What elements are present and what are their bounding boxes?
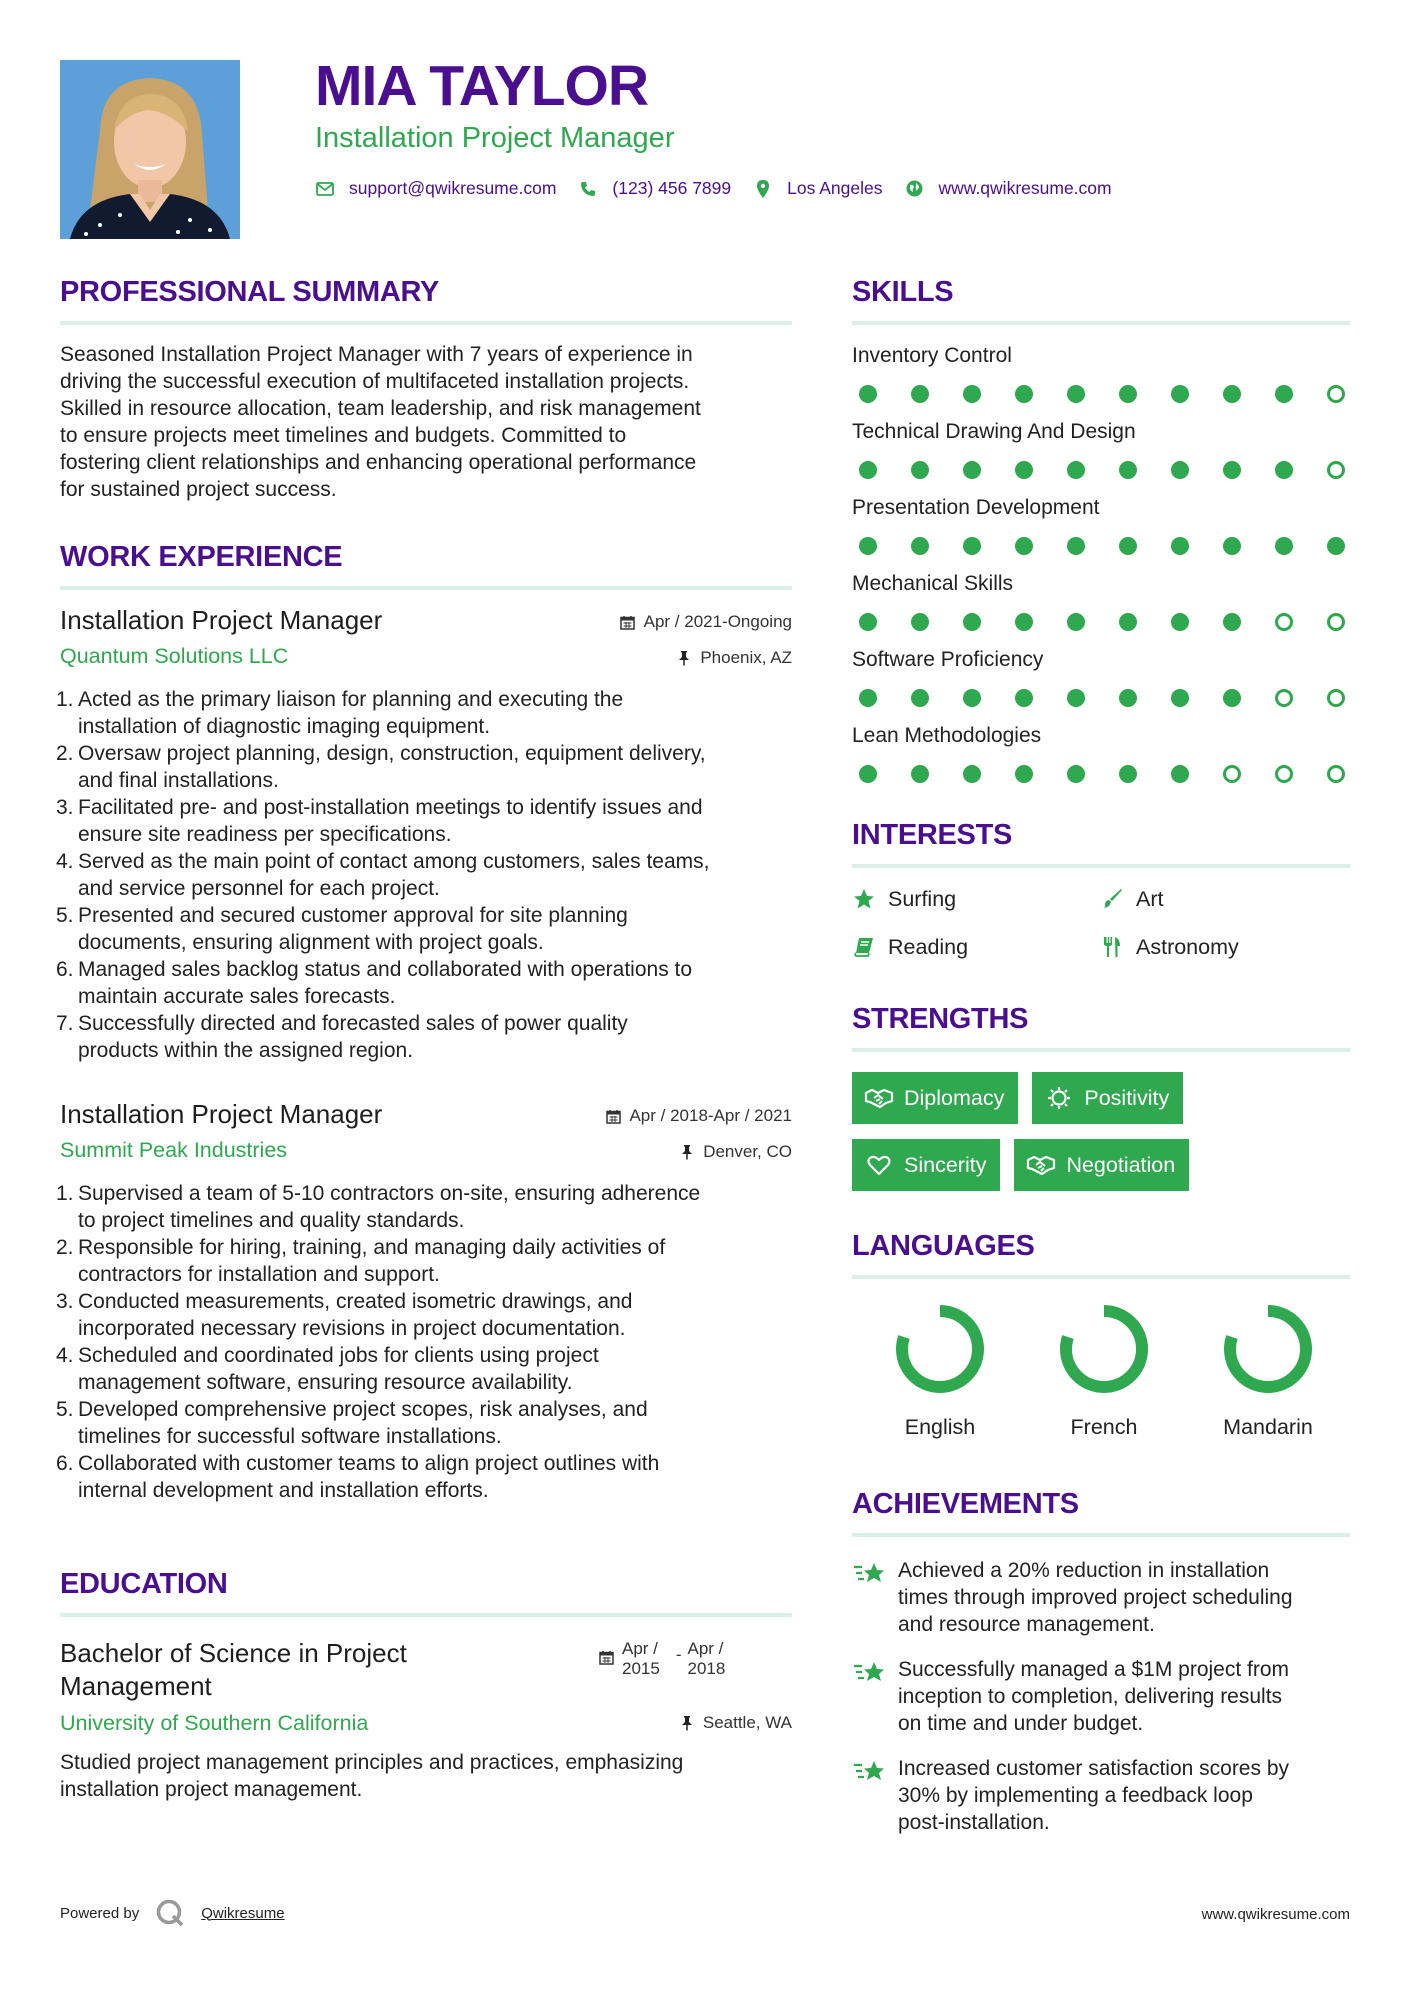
job-entry (56, 605, 792, 1064)
strengths-list (852, 1072, 1350, 1206)
language-level-ring (1058, 1303, 1150, 1395)
summary-text (60, 341, 792, 503)
rating-dot-filled (1275, 461, 1293, 479)
rating-dot-filled (911, 613, 929, 631)
language-name: Mandarin (1223, 1415, 1313, 1439)
profile-photo (60, 60, 240, 239)
skill-item (852, 497, 1350, 555)
list-item: 2. Oversaw project planning, design, construction, equipment delivery, and final installations. (56, 742, 706, 792)
skill-item (852, 649, 1350, 707)
rating-dot-filled (963, 765, 981, 783)
rating-dot-filled (1119, 689, 1137, 707)
rating-dot-filled (1067, 461, 1085, 479)
rating-dot-filled (1067, 765, 1085, 783)
interest-item (852, 886, 1100, 912)
interests-heading: INTERESTS (852, 819, 1013, 851)
language-item (1186, 1303, 1350, 1440)
interests-section (852, 821, 1350, 960)
book-icon (852, 935, 876, 959)
interests-list (852, 886, 1350, 960)
achievements-heading: ACHIEVEMENTS (852, 1488, 1079, 1520)
list-item: 2. Responsible for hiring, training, and managing daily activities of contractors for installation and support. (56, 1236, 666, 1286)
degree-title: Bachelor of Science in Project Management (60, 1638, 407, 1701)
star-badge-icon (852, 1656, 888, 1692)
rating-dot-empty (1327, 613, 1345, 631)
rating-dot-empty (1275, 689, 1293, 707)
rating-dot-empty (1275, 765, 1293, 783)
rating-dot-filled (1223, 613, 1241, 631)
rating-dot-filled (1327, 537, 1345, 555)
language-level-arc (902, 1311, 978, 1387)
list-item: 6. Managed sales backlog status and collaborated with operations to maintain accurate sales forecasts. (56, 958, 693, 1008)
rating-dot-filled (1171, 765, 1189, 783)
job-location-text: Phoenix, AZ (700, 648, 792, 667)
summary-line: for sustained project success. (60, 478, 337, 501)
summary-line: to ensure projects meet timelines and budgets. Committed to (60, 424, 627, 447)
education-heading: EDUCATION (60, 1568, 228, 1600)
section-divider (852, 1048, 1350, 1052)
rating-dot-filled (1223, 461, 1241, 479)
list-item: 1. Acted as the primary liaison for planning and executing the installation of diagnostic imaging equipment. (56, 688, 624, 738)
achievements-section (852, 1490, 1350, 1854)
rating-dot-empty (1327, 461, 1345, 479)
list-item: 1. Supervised a team of 5-10 contractors on-site, ensuring adherence to project timelines and quality standards. (56, 1182, 701, 1232)
rating-dot-filled (1015, 461, 1033, 479)
rating-dot-filled (1171, 461, 1189, 479)
rating-dot-filled (1171, 537, 1189, 555)
job-role: Installation Project Manager (60, 1099, 383, 1129)
section-divider (60, 321, 792, 325)
achievement-item: Achieved a 20% reduction in installation times through improved project scheduling and resource management. (852, 1557, 1350, 1638)
strength-label: Negotiation (1066, 1152, 1176, 1177)
interest-label: Art (1136, 886, 1164, 911)
rating-dot-filled (963, 537, 981, 555)
rating-dot-filled (1119, 385, 1137, 403)
list-item: 3. Facilitated pre- and post-installation meetings to identify issues and ensure site readiness per specifications. (56, 796, 703, 846)
email-text: support@qwikresume.com (349, 178, 557, 198)
education-location (679, 1713, 792, 1733)
rating-dot-filled (911, 765, 929, 783)
rating-dot-filled (911, 385, 929, 403)
handshake-icon (1026, 1152, 1056, 1178)
section-divider (852, 1533, 1350, 1537)
rating-dot-filled (1119, 461, 1137, 479)
job-date-text: Apr / 2018-Apr / 2021 (629, 1106, 792, 1125)
language-name: English (904, 1415, 976, 1439)
strength-label: Positivity (1084, 1085, 1170, 1110)
skill-name: Presentation Development (852, 496, 1100, 519)
phone-icon (578, 179, 598, 199)
rating-dot-filled (963, 385, 981, 403)
job-bullets (56, 686, 792, 1064)
rating-dot-filled (1171, 385, 1189, 403)
achievement-item: Successfully managed a $1M project from inception to completion, delivering results on time and under budget. (852, 1656, 1350, 1737)
strengths-heading: STRENGTHS (852, 1003, 1029, 1035)
job-location (676, 648, 792, 668)
skill-item (852, 345, 1350, 403)
job-date (620, 612, 792, 632)
job-company: Quantum Solutions LLC (60, 644, 289, 668)
rating-dot-filled (859, 385, 877, 403)
date-separator: - (675, 1645, 682, 1664)
globe-icon (905, 179, 925, 199)
skill-rating (852, 461, 1352, 479)
strengths-section (852, 1005, 1350, 1206)
rating-dot-filled (1067, 537, 1085, 555)
rating-dot-filled (859, 765, 877, 783)
skills-heading: SKILLS (852, 276, 954, 308)
rating-dot-filled (911, 689, 929, 707)
brand-link[interactable]: Qwikresume (201, 1904, 285, 1922)
phone-text: (123) 456 7899 (612, 178, 732, 198)
powered-by-text: Powered by (60, 1904, 140, 1922)
strength-label: Sincerity (904, 1152, 987, 1177)
summary-line: Seasoned Installation Project Manager with 7 years of experience in (60, 343, 693, 366)
education-location-text: Seattle, WA (702, 1713, 792, 1732)
strength-badge (1014, 1139, 1189, 1191)
skill-rating (852, 537, 1352, 555)
section-divider (852, 1275, 1350, 1279)
summary-line: driving the successful execution of multifaceted installation projects. (60, 370, 690, 393)
candidate-title: Installation Project Manager (315, 122, 675, 154)
skills-list (852, 345, 1350, 783)
rating-dot-filled (1015, 765, 1033, 783)
language-item (858, 1303, 1022, 1440)
achievement-item: Increased customer satisfaction scores by 30% by implementing a feedback loop post-installation. (852, 1755, 1350, 1836)
rating-dot-filled (911, 537, 929, 555)
heart-icon (864, 1152, 894, 1178)
rating-dot-filled (1015, 689, 1033, 707)
section-divider (852, 321, 1350, 325)
languages-heading: LANGUAGES (852, 1230, 1035, 1262)
rating-dot-filled (859, 537, 877, 555)
skill-item (852, 573, 1350, 631)
language-level-ring (894, 1303, 986, 1395)
footer-powered-by (60, 1898, 285, 1928)
rating-dot-filled (1171, 613, 1189, 631)
achievements-list (852, 1557, 1350, 1836)
envelope-icon (315, 179, 335, 199)
education-description: Studied project management principles and practices, emphasizing installation project management. (60, 1751, 684, 1801)
skill-name: Lean Methodologies (852, 724, 1042, 747)
summary-heading: PROFESSIONAL SUMMARY (60, 276, 440, 308)
contact-website[interactable] (905, 178, 1112, 199)
experience-heading: WORK EXPERIENCE (60, 541, 343, 573)
language-level-ring (1222, 1303, 1314, 1395)
pushpin-icon (679, 1715, 695, 1731)
section-divider (60, 1613, 792, 1617)
calendar-icon (620, 614, 636, 630)
summary-line: fostering client relationships and enhancing operational performance (60, 451, 697, 474)
job-location-text: Denver, CO (703, 1142, 792, 1161)
rating-dot-filled (1067, 385, 1085, 403)
rating-dot-filled (859, 461, 877, 479)
education-start-date: Apr / 2015 (622, 1639, 660, 1678)
rating-dot-filled (859, 613, 877, 631)
education-section (60, 1570, 792, 1803)
interest-item (852, 934, 1100, 960)
skill-name: Mechanical Skills (852, 572, 1014, 595)
qwikresume-logo-icon (155, 1898, 185, 1928)
job-location (679, 1142, 792, 1162)
education-end-date: Apr / 2018 (687, 1639, 726, 1678)
skill-rating (852, 385, 1352, 403)
job-bullets (56, 1180, 792, 1504)
contact-phone[interactable] (578, 178, 731, 199)
website-text: www.qwikresume.com (938, 178, 1112, 198)
experience-section (60, 543, 792, 590)
star-icon (852, 887, 876, 911)
interest-label: Astronomy (1136, 934, 1239, 959)
contact-bar (315, 178, 1134, 199)
rating-dot-empty (1327, 385, 1345, 403)
skill-name: Software Proficiency (852, 648, 1044, 671)
job-date-text: Apr / 2021-Ongoing (643, 612, 792, 631)
rating-dot-filled (1223, 689, 1241, 707)
skill-name: Inventory Control (852, 344, 1012, 367)
star-badge-icon (852, 1557, 888, 1593)
list-item: 6. Collaborated with customer teams to align project outlines with internal development and installation efforts. (56, 1452, 660, 1502)
job-company: Summit Peak Industries (60, 1138, 288, 1162)
strength-badge (852, 1072, 1018, 1124)
rating-dot-filled (1067, 689, 1085, 707)
language-level-arc (1066, 1311, 1142, 1387)
skill-item (852, 421, 1350, 479)
rating-dot-filled (1275, 537, 1293, 555)
rating-dot-filled (1119, 765, 1137, 783)
rating-dot-filled (963, 461, 981, 479)
language-level-arc (1230, 1311, 1306, 1387)
summary-section (60, 278, 792, 503)
location-text: Los Angeles (787, 178, 883, 198)
candidate-name: MIA TAYLOR (315, 54, 649, 118)
list-item: 5. Presented and secured customer approval for site planning documents, ensuring alignment with project goals. (56, 904, 628, 954)
job-entry (56, 1099, 792, 1504)
paintbrush-icon (1100, 887, 1124, 911)
languages-section (852, 1232, 1350, 1440)
pushpin-icon (679, 1144, 695, 1160)
rating-dot-filled (963, 689, 981, 707)
language-name: French (1070, 1415, 1138, 1439)
skill-rating (852, 765, 1352, 783)
pushpin-icon (676, 650, 692, 666)
calendar-icon (598, 1649, 614, 1665)
list-item: 5. Developed comprehensive project scopes, risk analyses, and timelines for successful software installations. (56, 1398, 648, 1448)
rating-dot-filled (1119, 537, 1137, 555)
skill-item (852, 725, 1350, 783)
interest-label: Reading (888, 934, 969, 959)
rating-dot-filled (1223, 385, 1241, 403)
map-pin-icon (753, 179, 773, 199)
skill-name: Technical Drawing And Design (852, 420, 1136, 443)
rating-dot-filled (1223, 537, 1241, 555)
job-date (605, 1106, 792, 1126)
handshake-icon (864, 1085, 894, 1111)
contact-email[interactable] (315, 178, 556, 199)
section-divider (60, 586, 792, 590)
rating-dot-filled (1015, 613, 1033, 631)
job-role: Installation Project Manager (60, 605, 383, 635)
rating-dot-filled (1067, 613, 1085, 631)
section-divider (852, 864, 1350, 868)
rating-dot-filled (1171, 689, 1189, 707)
interest-label: Surfing (888, 886, 957, 911)
rating-dot-empty (1275, 613, 1293, 631)
rating-dot-filled (1275, 385, 1293, 403)
skills-section (852, 278, 1350, 801)
summary-line: Skilled in resource allocation, team leadership, and risk management (60, 397, 701, 420)
rating-dot-filled (911, 461, 929, 479)
utensils-icon (1100, 935, 1124, 959)
education-dates (598, 1639, 725, 1679)
rating-dot-filled (859, 689, 877, 707)
strength-badge (852, 1139, 1000, 1191)
list-item: 4. Scheduled and coordinated jobs for clients using project management software, ensuring resource availability. (56, 1344, 599, 1394)
list-item: 3. Conducted measurements, created isometric drawings, and incorporated necessary revisions in project documentation. (56, 1290, 633, 1340)
skill-rating (852, 613, 1352, 631)
footer-site-link[interactable]: www.qwikresume.com (1201, 1906, 1350, 1923)
interest-item (1100, 934, 1348, 960)
contact-location (753, 178, 882, 199)
list-item: 4. Served as the main point of contact among customers, sales teams, and service personnel for each project. (56, 850, 710, 900)
rating-dot-filled (1119, 613, 1137, 631)
strength-label: Diplomacy (904, 1085, 1005, 1110)
rating-dot-filled (963, 613, 981, 631)
rating-dot-filled (1015, 537, 1033, 555)
calendar-icon (605, 1108, 621, 1124)
rating-dot-empty (1223, 765, 1241, 783)
rating-dot-empty (1327, 689, 1345, 707)
school-name: University of Southern California (60, 1711, 369, 1735)
rating-dot-empty (1327, 765, 1345, 783)
language-item (1022, 1303, 1186, 1440)
strength-badge (1032, 1072, 1183, 1124)
star-badge-icon (852, 1755, 888, 1791)
list-item: 7. Successfully directed and forecasted sales of power quality products within the assigned region. (56, 1012, 628, 1062)
languages-list (852, 1303, 1350, 1440)
sun-icon (1044, 1085, 1074, 1111)
interest-item (1100, 886, 1348, 912)
skill-rating (852, 689, 1352, 707)
rating-dot-filled (1015, 385, 1033, 403)
